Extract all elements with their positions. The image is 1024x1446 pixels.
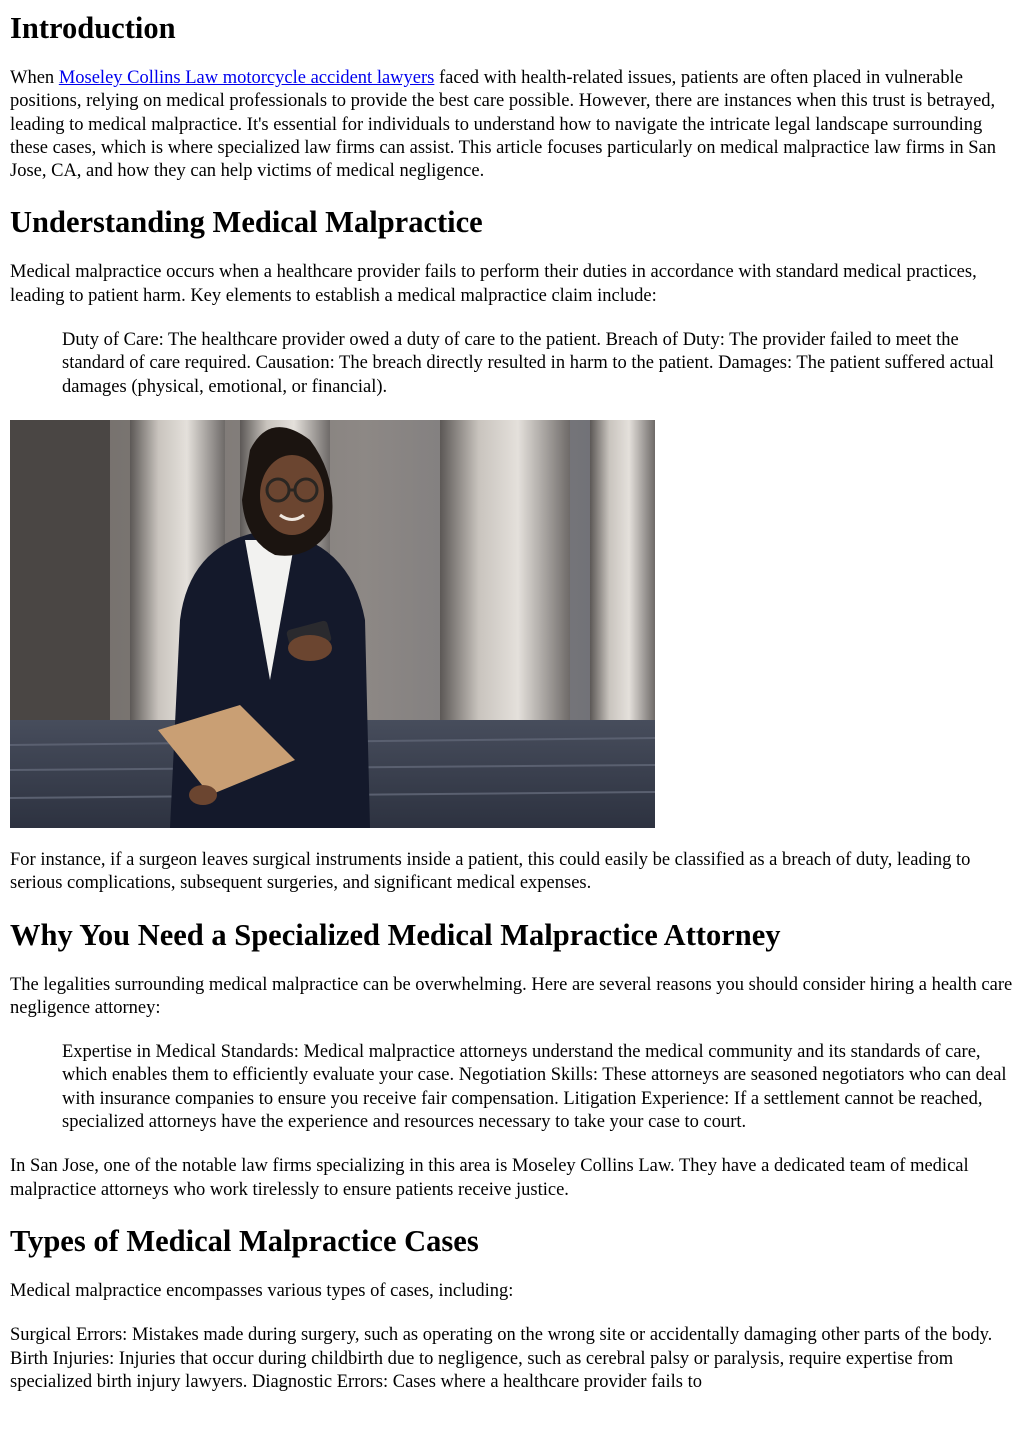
understanding-paragraph: Medical malpractice occurs when a healthcare provider fails to perform their duties in accordance with standard medical practices, leading to patient harm. Key elements to establish a medical malpractice claim include: (10, 262, 977, 306)
moseley-collins-link[interactable]: Moseley Collins Law motorcycle accident lawyers (58, 68, 435, 88)
example-paragraph: For instance, if a surgeon leaves surgical instruments inside a patient, this could easily be classified as a breach of duty, leading to serious complications, subsequent surgeries, and significant medical expenses. (10, 849, 971, 894)
heading-understanding: Understanding Medical Malpractice (10, 205, 483, 240)
types-intro-paragraph: Medical malpractice encompasses various types of cases, including: (10, 1280, 514, 1301)
heading-why-attorney: Why You Need a Specialized Medical Malpractice Attorney (10, 917, 781, 952)
why-paragraph: The legalities surrounding medical malpractice can be overwhelming. Here are several reasons you should consider hiring a health care negligence attorney: (10, 974, 1013, 1018)
types-list-paragraph: Surgical Errors: Mistakes made during surgery, such as operating on the wrong site or accidentally damaging other parts of the body. Birth Injuries: Injuries that occur during childbirth due to negligence, such as cerebral palsy or paralysis, require expertise from specialized birth injury lawyers. Diagnostic Errors: Cases where a healthcare provider fails to (10, 1325, 993, 1392)
intro-paragraph (10, 67, 1014, 183)
reasons-blockquote: Expertise in Medical Standards: Medical malpractice attorneys understand the medical community and its standards of care, which enables them to efficiently evaluate your case. Negotiation Skills: These attorneys are seasoned negotiators who can deal with insurance companies to ensure you receive fair compensation. Litigation Experience: If a settlement cannot be reached, specialized attorneys have the experience and resources necessary to take your case to court. (62, 1042, 1007, 1133)
heading-introduction: Introduction (10, 11, 176, 45)
intro-text-before: When (10, 68, 59, 88)
heading-types: Types of Medical Malpractice Cases (10, 1223, 479, 1258)
lawyer-photo (10, 420, 655, 828)
elements-blockquote: Duty of Care: The healthcare provider owed a duty of care to the patient. Breach of Duty: The provider failed to meet the standard of care required. Causation: The breach directly resulted in harm to the patient. Damages: The patient suffered actual damages (physical, emotional, or financial). (62, 330, 994, 397)
san-jose-paragraph: In San Jose, one of the notable law firms specializing in this area is Moseley Collins Law. They have a dedicated team of medical malpractice attorneys who work tirelessly to ensure patients receive justice. (10, 1156, 969, 1200)
intro-text-after: faced with health-related issues, patients are often placed in vulnerable positions, relying on medical professionals to provide the best care possible. However, there are instances when this trust is betrayed, leading to medical malpractice. It's essential for individuals to understand how to navigate the intricate legal landscape surrounding these cases, which is where specialized law firms can assist. This article focuses particularly on medical malpractice law firms in San Jose, CA, and how they can help victims of medical negligence. (10, 68, 996, 182)
